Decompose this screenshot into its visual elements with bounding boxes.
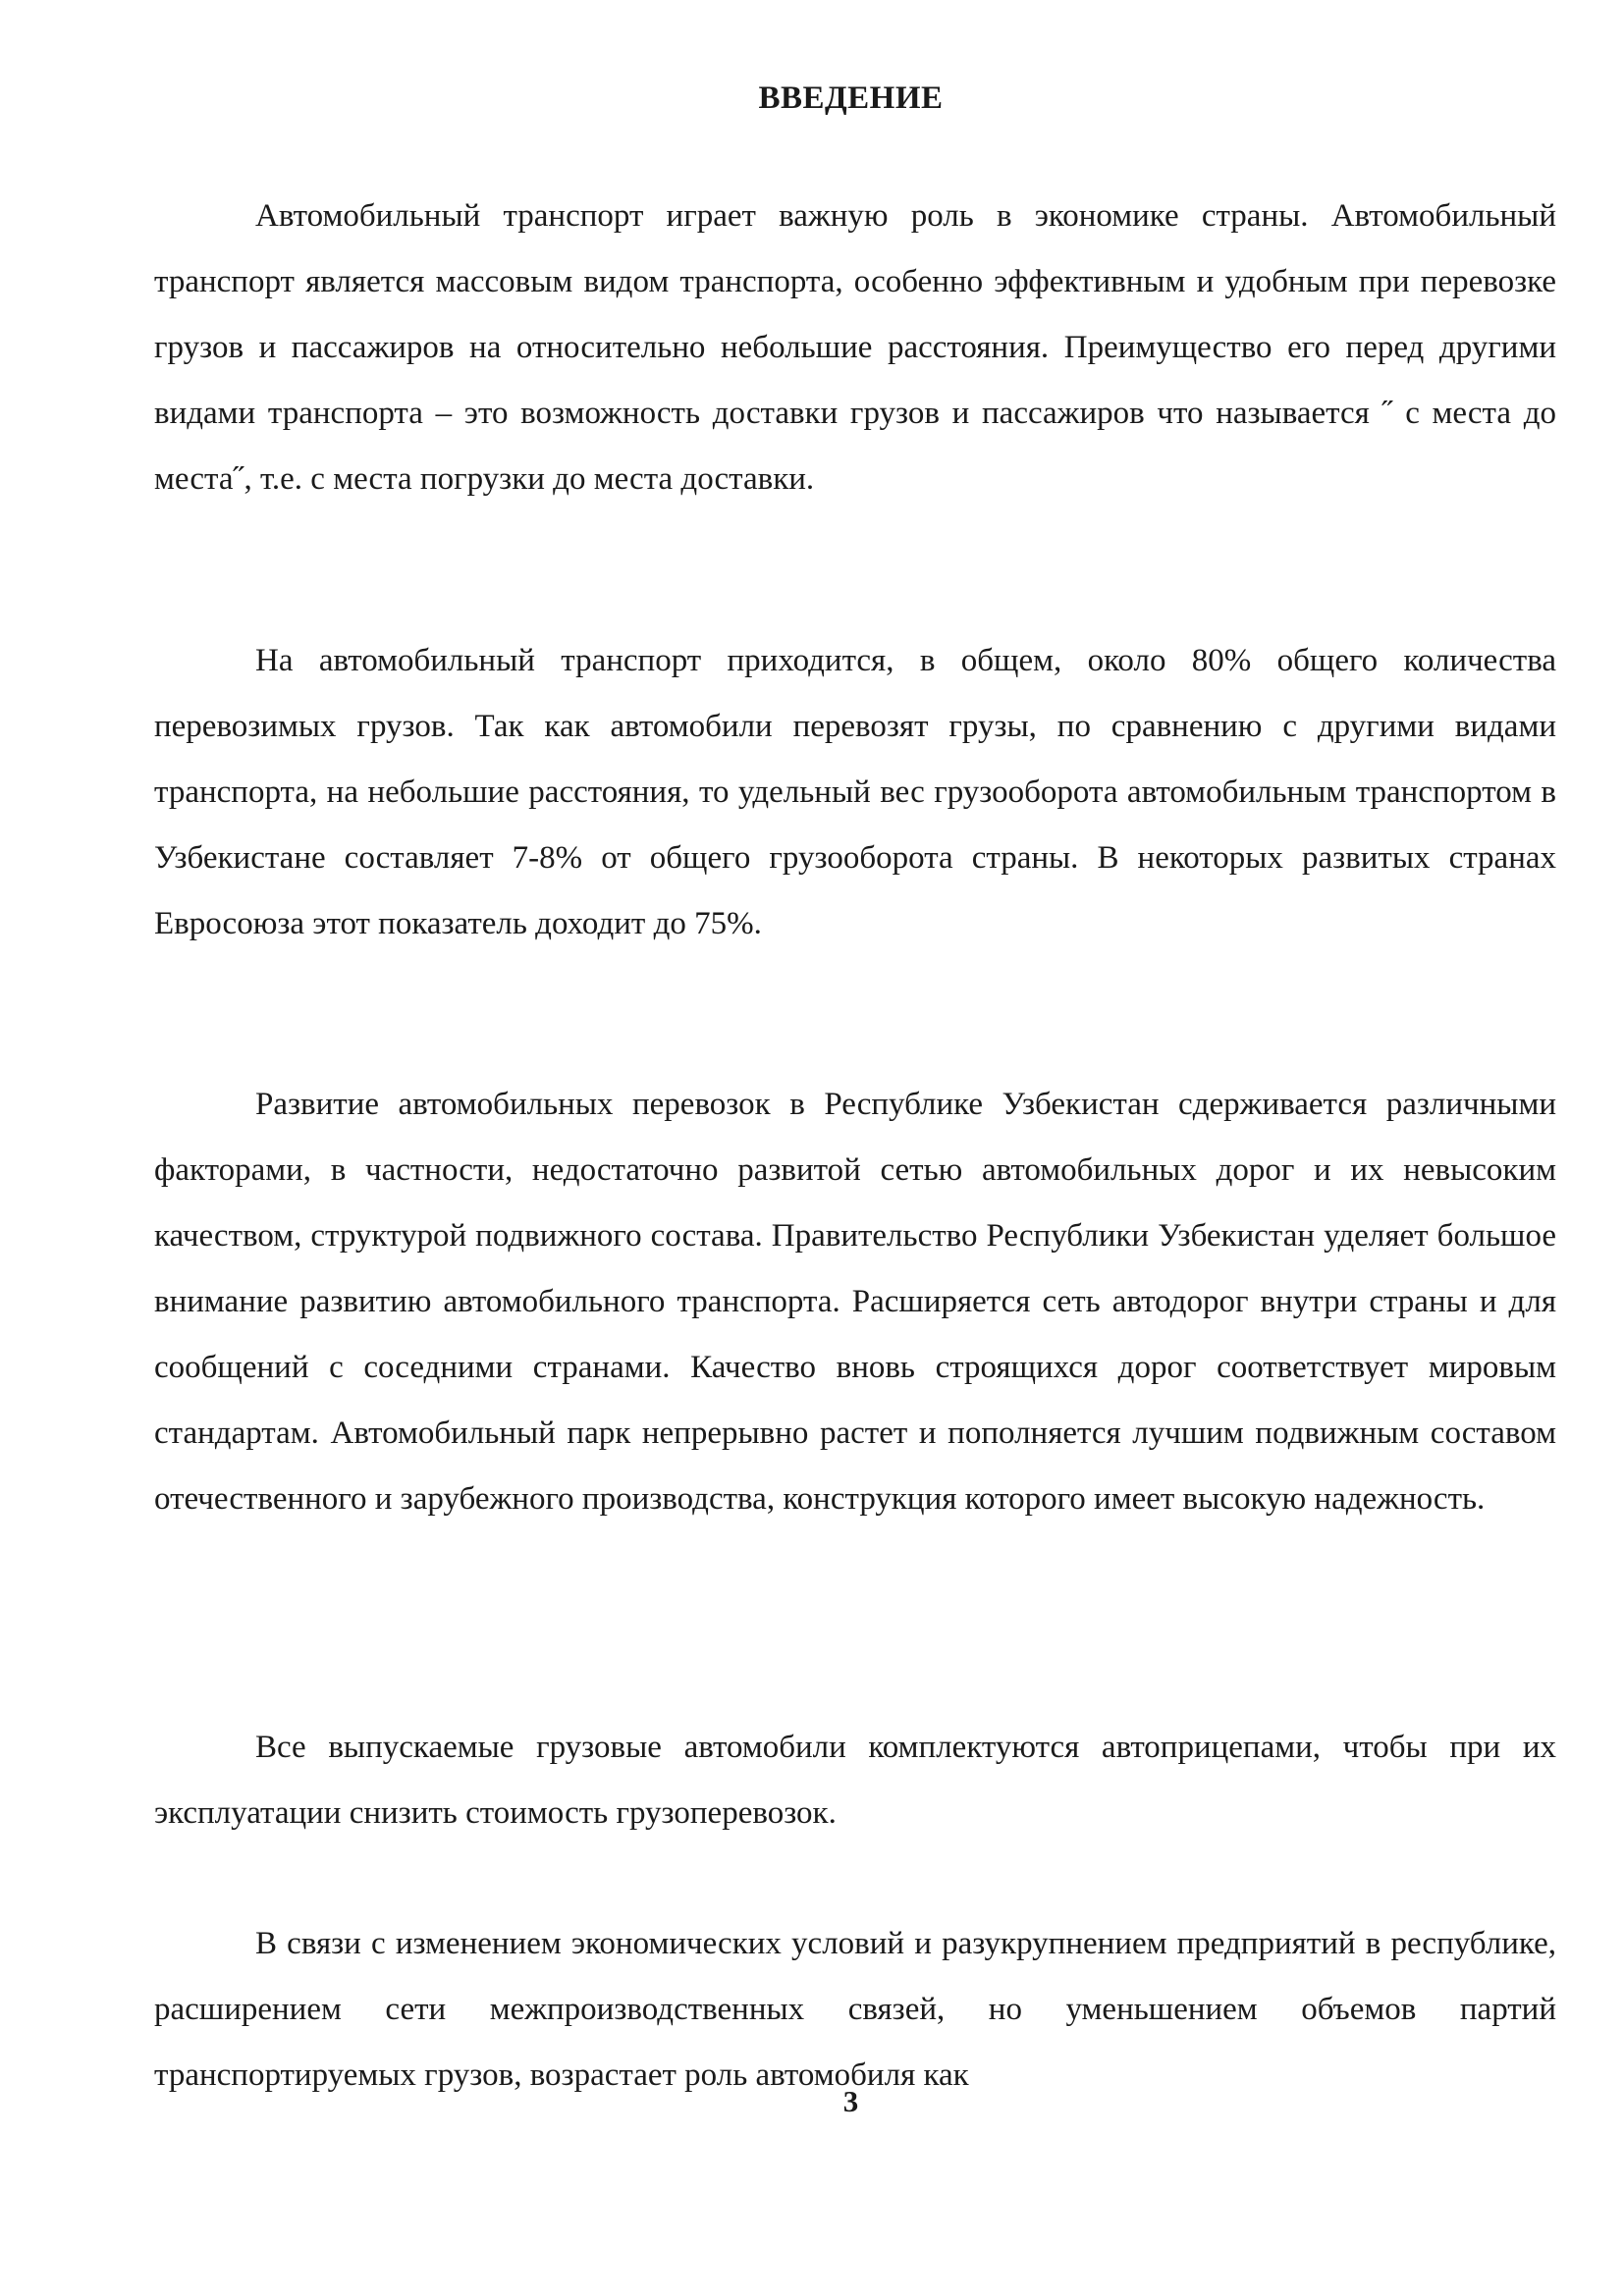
- paragraph-3: Развитие автомобильных перевозок в Республике Узбекистан сдерживается различными факторами, в частности, недостаточно развитой сетью автомобильных дорог и их невысоким качеством, структурой подвижного состава. Правительство Республики Узбекистан уделяет большое внимание развитию автомобильного транспорта. Расширяется сеть автодорог внутри страны и для сообщений с соседними странами. Качество вновь строящихся дорог соответствует мировым стандартам. Автомобильный парк непрерывно растет и пополняется лучшим подвижным составом отечественного и зарубежного производства, конструкция которого имеет высокую надежность.: [154, 1087, 1556, 1517]
- paragraph-4: Все выпускаемые грузовые автомобили комплектуются автоприцепами, чтобы при их эксплуатации снизить стоимость грузоперевозок.: [154, 1730, 1556, 1831]
- page-title: ВВЕДЕНИЕ: [758, 80, 944, 116]
- page-number: 3: [842, 2084, 859, 2118]
- paragraph-5: В связи с изменением экономических условий и разукрупнением предприятий в республике, расширением сети межпроизводственных связей, но уменьшением объемов партий транспортируемых грузов, возрастает роль автомобиля как: [154, 1926, 1556, 2093]
- paragraph-2: На автомобильный транспорт приходится, в общем, около 80% общего количества перевозимых грузов. Так как автомобили перевозят грузы, по сравнению с другими видами транспорта, на небольшие расстояния, то удельный вес грузооборота автомобильным транспортом в Узбекистане составляет 7-8% от общего грузооборота страны. В некоторых развитых странах Евросоюза этот показатель доходит до 75%.: [154, 643, 1556, 941]
- paragraph-1: Автомобильный транспорт играет важную роль в экономике страны. Автомобильный транспорт является массовым видом транспорта, особенно эффективным и удобным при перевозке грузов и пассажиров на относительно небольшие расстояния. Преимущество его перед другими видами транспорта – это возможность доставки грузов и пассажиров что называется ˝ с места до места˝, т.е. с места погрузки до места доставки.: [154, 198, 1556, 497]
